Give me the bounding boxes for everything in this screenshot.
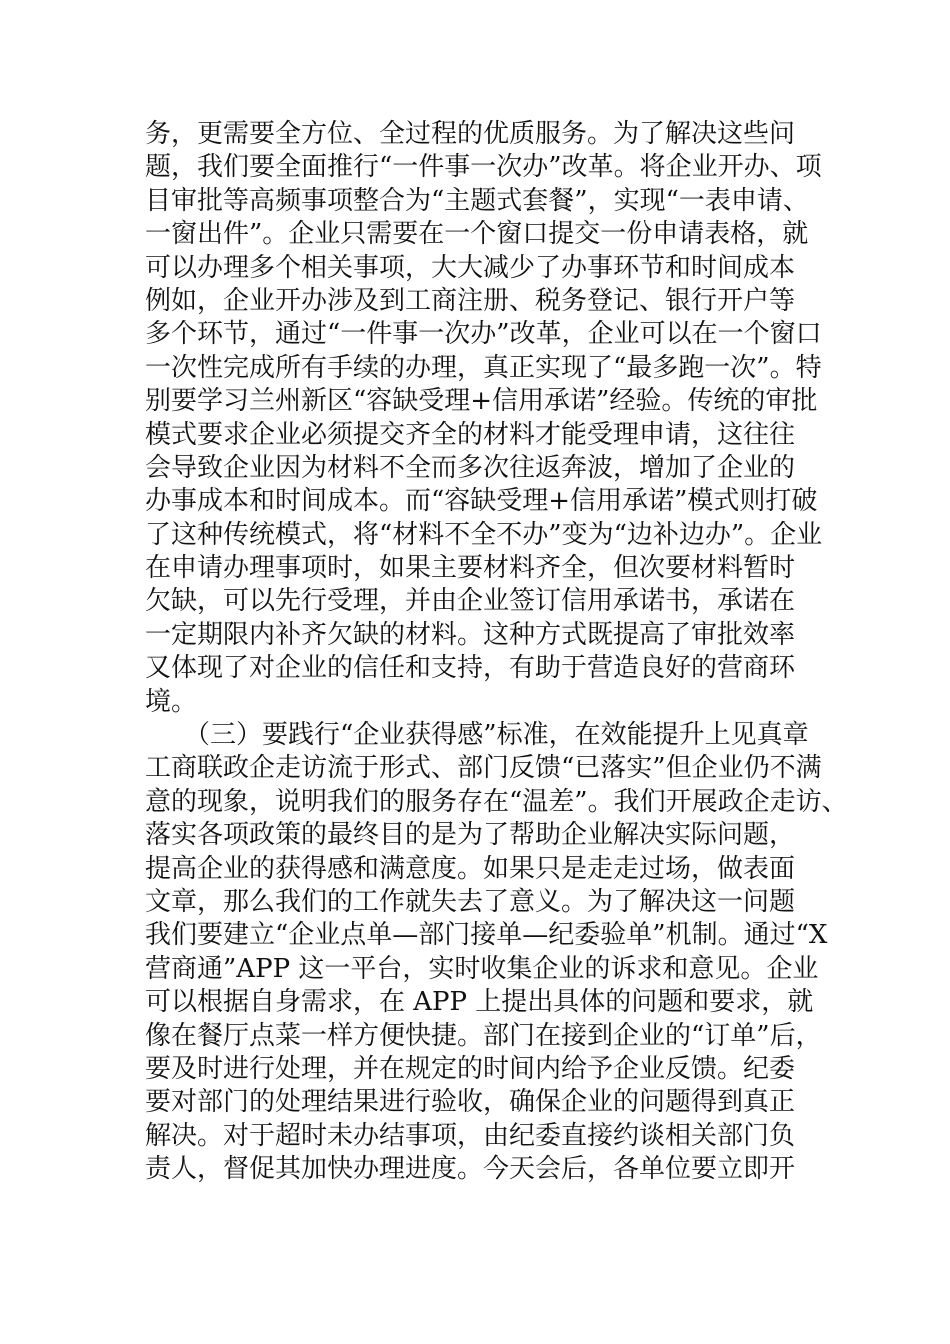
text-line: 像在餐厅点菜一样方便快捷。部门在接到企业的“订单”后， [145,1020,822,1051]
text-line: 了这种传统模式，将“材料不全不办”变为“边补边办”。企业 [145,519,823,550]
text-line: 工商联政企走访流于形式、部门反馈“已落实”但企业仍不满 [145,753,822,784]
text-line: 题，我们要全面推行“一件事一次办”改革。将企业开办、项 [145,152,822,183]
text-line: 模式要求企业必须提交齐全的材料才能受理申请，这往往 [145,419,796,450]
text-line: 营商通”APP 这一平台，实时收集企业的诉求和意见。企业 [145,953,819,984]
text-line: 会导致企业因为材料不全而多次往返奔波，增加了企业的 [145,452,796,483]
text-line: 一次性完成所有手续的办理，真正实现了“最多跑一次”。特 [145,352,822,383]
text-line: 责人，督促其加快办理进度。今天会后，各单位要立即开 [145,1154,796,1185]
text-line: 在申请办理事项时，如果主要材料齐全，但次要材料暂时 [145,553,796,584]
text-line: 一窗出件”。企业只需要在一个窗口提交一份申请表格，就 [145,219,809,250]
text-line: 落实各项政策的最终目的是为了帮助企业解决实际问题， [145,820,796,851]
text-line: 境。 [145,686,198,717]
text-line: 一定期限内补齐欠缺的材料。这种方式既提高了审批效率 [145,619,796,650]
text-line: 文章，那么我们的工作就失去了意义。为了解决这一问题 [145,886,796,917]
text-line: 我们要建立“企业点单—部门接单—纪委验单”机制。通过“X [145,920,828,951]
body-text [145,118,848,1187]
text-line: 可以根据自身需求，在 APP 上提出具体的问题和要求，就 [145,987,814,1018]
text-line: 别要学习兰州新区“容缺受理+信用承诺”经验。传统的审批 [145,386,818,417]
text-line: 务，更需要全方位、全过程的优质服务。为了解决这些问 [145,119,796,149]
text-line: 意的现象，说明我们的服务存在“温差”。我们开展政企走访、 [145,786,848,817]
text-line: 要对部门的处理结果进行验收，确保企业的问题得到真正 [145,1087,796,1118]
text-line: 解决。对于超时未办结事项，由纪委直接约谈相关部门负 [145,1120,796,1151]
text-line: 多个环节，通过“一件事一次办”改革，企业可以在一个窗口 [145,319,822,350]
text-line: 可以办理多个相关事项，大大减少了办事环节和时间成本 [145,252,796,283]
text-line: 又体现了对企业的信任和支持，有助于营造良好的营商环 [145,653,796,684]
text-line: 例如，企业开办涉及到工商注册、税务登记、银行开户等 [145,285,796,316]
text-line: 提高企业的获得感和满意度。如果只是走走过场，做表面 [145,853,796,884]
text-line: 目审批等高频事项整合为“主题式套餐”，实现“一表申请、 [145,185,809,216]
text-line: 要及时进行处理，并在规定的时间内给予企业反馈。纪委 [145,1053,796,1084]
text-line: 欠缺，可以先行受理，并由企业签订信用承诺书，承诺在 [145,586,796,617]
text-line: 办事成本和时间成本。而“容缺受理+信用承诺”模式则打破 [145,486,818,517]
section-heading-line: （三）要践行“企业获得感”标准，在效能提升上见真章 [145,720,809,751]
